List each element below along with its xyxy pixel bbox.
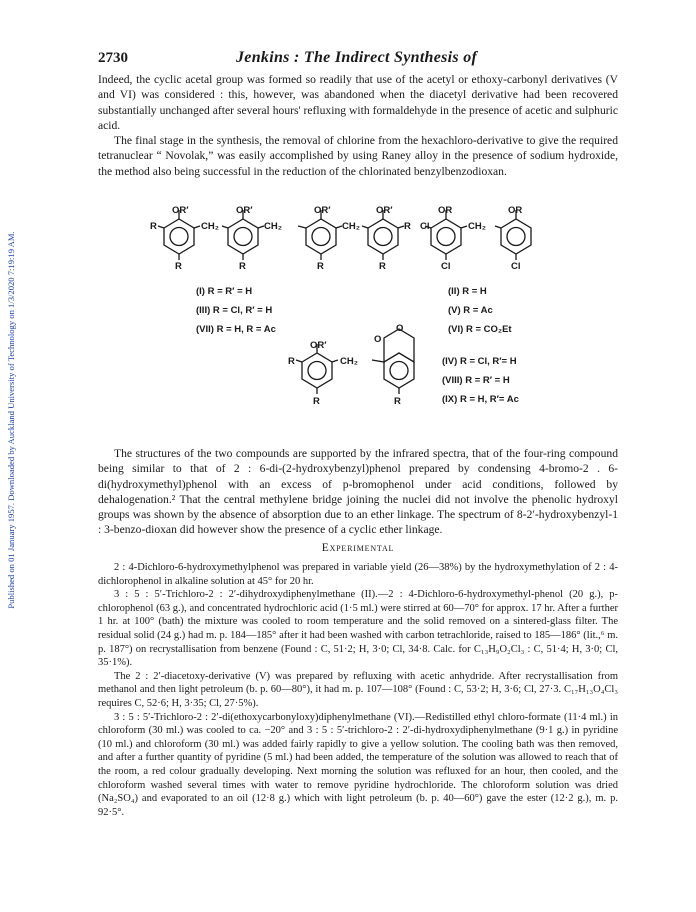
- sidebar-note-text: Published on 01 January 1957. Downloaded by Auckland University of Technology on 1/3/2020 7:19:19 AM.: [6, 231, 16, 609]
- substituent-cl-bottom-1: Cl: [441, 261, 451, 272]
- substituent-or-1: OR: [438, 205, 453, 216]
- substituent-or-prime-3: OR′: [314, 205, 331, 216]
- experimental-paragraph-1: 2 : 4-Dichloro-6-hydroxymethylphenol was prepared in variable yield (26—38%) by the hydroxymethylation of 2 : 4-dichlorophenol in alkaline solution at 45° for 20 hr.: [98, 562, 618, 587]
- substituent-or-prime-5: OR′: [310, 340, 327, 351]
- benzene-ring-3: [306, 219, 336, 254]
- bridge-ch2-4: CH₂: [468, 221, 486, 232]
- experimental-paragraph-2: 3 : 5 : 5′-Trichloro-2 : 2′-dihydroxydiphenylmethane (II).—2 : 4-Dichloro-6-hydroxymethyl-phenol (20 g.), p-chlorophenol (63 g.), and concentrated hydrochloric acid (1·5 ml.) were stirred at 60—70° for approx. 17 hr. After a further 1 hr. at 100° (bath) the mixture was cooled to room temperature and the solid removed on a sintered-glass filter. The residual solid (24 g.) had m. p. 184—185° after it had been washed with carbon tetrachloride, raised to 185—186° (lit.,⁶ m. p. 187°) on recrystallisation from benzene (Found : C, 51·2; H, 3·0; Cl, 34·8. Calc. for C₁₃H₉O₂Cl₃ : C, 51·4; H, 3·0; Cl, 35·1%).: [98, 589, 618, 669]
- intro-paragraph-1: Indeed, the cyclic acetal group was formed so readily that use of the acetyl or ethoxy-carbonyl derivatives (V and VI) was considered : this, however, was abandoned when the diacetyl derivative had been recovered substantially unchanged after several hours' refluxing with formaldehyde in the presence of acetic and sulphuric acid.: [98, 73, 618, 132]
- substituent-cl-left: Cl: [420, 221, 430, 232]
- substituent-r-left: R: [150, 221, 157, 232]
- page-number: 2730: [98, 50, 128, 66]
- substituent-or-prime-1: OR′: [172, 205, 189, 216]
- substituent-r-bottom-2: R: [239, 261, 246, 272]
- compound-vii: (VII) R = H, R = Ac: [196, 324, 276, 335]
- substituent-or-2: OR: [508, 205, 523, 216]
- substituent-or-prime-2: OR′: [236, 205, 253, 216]
- benzodioxan-aromatic-ring: [384, 353, 414, 388]
- compound-iv: (IV) R = Cl, R′= H: [442, 356, 517, 367]
- substituent-r-right: R: [404, 221, 411, 232]
- experimental-heading: Experimental: [321, 542, 395, 554]
- benzene-ring-2: [228, 219, 258, 254]
- intro-text: [98, 72, 618, 179]
- experimental-paragraph-4: 3 : 5 : 5′-Trichloro-2 : 2′-di(ethoxycarbonyloxy)diphenylmethane (VI).—Redistilled ethyl chloro-formate (11·4 ml.) in chloroform (30 ml.) was cooled to ca. −20° and 3 : 5 : 5′-trichloro-2 : 2′-di-hydroxydiphenylmethane (9·1 g.) in pyridine (10 ml.) and chloroform (30 ml.) was added fairly rapidly to give a yellow solution. The cooling bath was then removed, and after a further quantity of pyridine (5 ml.) had been added, the temperature of the solution was allowed to reach that of the room, a red colour gradually developing. Next morning the solution was refluxed for an hour, then cooled, and the chloroform washed several times with water to remove pyridine hydrochloride. The chloroform solution was dried (Na₂SO₄) and evaporated to an oil (12·8 g.) which with light petroleum (b. p. 40—60°) gave the ester (12·2 g.), m. p. 92·5°.: [98, 711, 618, 818]
- substituent-r-bottom-4: R: [379, 261, 386, 272]
- compound-vi: (VI) R = CO₂Et: [448, 324, 512, 335]
- compound-viii: (VIII) R = R′ = H: [442, 375, 510, 386]
- compound-ii: (II) R = H: [448, 286, 487, 297]
- substituent-cl-bottom-2: Cl: [511, 261, 521, 272]
- dioxan-oxygen-top: O: [396, 323, 404, 334]
- substituent-or-prime-4: OR′: [376, 205, 393, 216]
- substituent-r-bottom-3: R: [317, 261, 324, 272]
- compound-ix: (IX) R = H, R′= Ac: [442, 394, 519, 405]
- compound-iii: (III) R = Cl, R′ = H: [196, 305, 273, 316]
- bridge-ch2-2: CH₂: [264, 221, 282, 232]
- experimental-paragraph-3: The 2 : 2′-diacetoxy-derivative (V) was prepared by refluxing with acetic anhydride. After recrystallisation from methanol and then light petroleum (b. p. 60—80°), it had m. p. 107—108° (Found : C, 53·2; H, 3·6; Cl, 27·3. C₁₇H₁₃O₄Cl₃ requires C, 52·6; H, 3·35; Cl, 27·5%).: [98, 670, 618, 709]
- experimental-text: [98, 561, 618, 819]
- substituent-r-bottom-left: R: [288, 356, 295, 367]
- benzene-ring-4: [368, 219, 398, 254]
- formula-legend-series-c: [442, 352, 519, 409]
- substituent-r-bottom-6: R: [394, 396, 401, 407]
- benzene-ring-5: [431, 219, 461, 254]
- compound-i: (I) R = R′ = H: [196, 286, 253, 297]
- download-provenance-note: [4, 60, 18, 780]
- benzene-ring-7: [302, 353, 332, 388]
- running-title: Jenkins : The Indirect Synthesis of: [236, 49, 478, 66]
- bridge-ch2-1: CH₂: [201, 221, 219, 232]
- dioxan-oxygen-left: O: [374, 334, 382, 345]
- compound-v: (V) R = Ac: [448, 305, 493, 316]
- formula-legend-series-a: [196, 282, 276, 339]
- formula-legend-series-b: [448, 282, 512, 339]
- benzene-ring-1: [164, 219, 194, 254]
- bridge-ch2-3: CH₂: [342, 221, 360, 232]
- benzene-ring-6: [501, 219, 531, 254]
- bridge-ch2-5: CH₂: [340, 356, 358, 367]
- discussion-paragraph: The structures of the two compounds are supported by the infrared spectra, that of the four-ring compound being similar to that of 2 : 6-di-(2-hydroxybenzyl)phenol prepared by condensing 4-bromo-2 . 6-di(hydroxymethyl)phenol with an excess of p-bromophenol under acid conditions, followed by dehalogenation.² That the central methylene bridge joining the nuclei did not involve the phenolic hydroxyl groups was shown by the absence of absorption due to an ether linkage. The spectrum of 8-2′-hydroxybenzyl-1 : 3-benzo-dioxan did however show the presence of a cyclic ether linkage.: [98, 447, 618, 537]
- substituent-r-bottom-5: R: [313, 396, 320, 407]
- intro-paragraph-2: The final stage in the synthesis, the removal of chlorine from the hexachloro-derivative to give the required tetranuclear “ Novolak,” was easily accomplished by using Raney alloy in the presence of sodium hydroxide, the method also being successful in the reduction of the chlorinated benzylbenzodioxan.: [98, 134, 618, 178]
- substituent-r-bottom-1: R: [175, 261, 182, 272]
- page-header: [98, 50, 618, 70]
